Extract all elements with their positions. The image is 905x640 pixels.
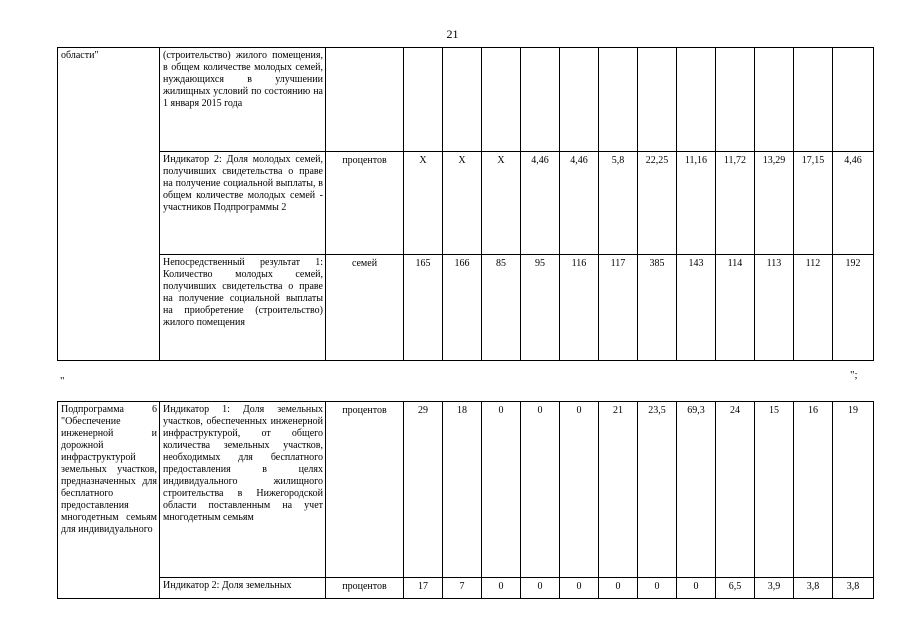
value-cell: 22,25 — [638, 152, 677, 255]
value-cell: 21 — [599, 402, 638, 578]
value-cell — [443, 48, 482, 152]
indicator-description: Индикатор 2: Доля земельных — [160, 578, 326, 599]
value-cell: 17,15 — [794, 152, 833, 255]
unit-cell — [326, 48, 404, 152]
value-cell: 114 — [716, 255, 755, 361]
value-cell: 4,46 — [833, 152, 874, 255]
value-cell: 113 — [755, 255, 794, 361]
value-cell: 165 — [404, 255, 443, 361]
table-row — [58, 48, 874, 152]
value-cell: 143 — [677, 255, 716, 361]
value-cell — [833, 48, 874, 152]
value-cell: 16 — [794, 402, 833, 578]
indicator-description: Индикатор 2: Доля молодых семей, получивших свидетельства о праве на получение социальной выплаты, в общем количестве молодых семей - участников Подпрограммы 2 — [160, 152, 326, 255]
value-cell — [521, 48, 560, 152]
value-cell: 85 — [482, 255, 521, 361]
indicator-description: (строительство) жилого помещения, в общем количестве молодых семей, нуждающихся в улучшении жилищных условий по состоянию на 1 января 2015 года — [160, 48, 326, 152]
value-cell: X — [482, 152, 521, 255]
table-row — [58, 255, 874, 361]
value-cell: 0 — [599, 578, 638, 599]
value-cell: X — [404, 152, 443, 255]
indicator-table-top — [57, 47, 874, 361]
value-cell: 5,8 — [599, 152, 638, 255]
unit-cell: процентов — [326, 578, 404, 599]
value-cell: 18 — [443, 402, 482, 578]
indicator-description: Непосредственный результат 1: Количество молодых семей, получивших свидетельства о праве на получение социальной выплаты на приобретение (строительство) жилого помещения — [160, 255, 326, 361]
value-cell: 0 — [521, 578, 560, 599]
value-cell: 11,16 — [677, 152, 716, 255]
indicator-table-bottom — [57, 401, 874, 599]
value-cell: 29 — [404, 402, 443, 578]
unit-cell: процентов — [326, 152, 404, 255]
value-cell — [716, 48, 755, 152]
value-cell: 0 — [521, 402, 560, 578]
value-cell — [404, 48, 443, 152]
value-cell — [482, 48, 521, 152]
value-cell: 7 — [443, 578, 482, 599]
closing-quote-semicolon: "; — [850, 369, 858, 381]
value-cell: 116 — [560, 255, 599, 361]
value-cell: 19 — [833, 402, 874, 578]
unit-cell: семей — [326, 255, 404, 361]
value-cell: 0 — [560, 578, 599, 599]
value-cell: 17 — [404, 578, 443, 599]
program-cell: Подпрограмма 6 "Обеспечение инженерной и дорожной инфраструктурой земельных участков, предназначенных для бесплатного предоставления многодетным семьям для индивидуального — [58, 402, 160, 599]
indicator-description: Индикатор 1: Доля земельных участков, обеспеченных инженерной инфраструктурой, от общего количества земельных участков, необходимых для бесплатного предоставления в целях индивидуального жилищного строительства в Нижегородской области поставленным на учет многодетным семьям — [160, 402, 326, 578]
value-cell — [677, 48, 716, 152]
value-cell: 0 — [638, 578, 677, 599]
value-cell: 95 — [521, 255, 560, 361]
value-cell: 13,29 — [755, 152, 794, 255]
value-cell: 112 — [794, 255, 833, 361]
table-row — [58, 402, 874, 578]
value-cell: 24 — [716, 402, 755, 578]
value-cell: 117 — [599, 255, 638, 361]
value-cell: 4,46 — [521, 152, 560, 255]
value-cell: 69,3 — [677, 402, 716, 578]
value-cell: 166 — [443, 255, 482, 361]
value-cell: 3,8 — [794, 578, 833, 599]
closing-quote-mark: " — [60, 375, 65, 387]
value-cell: 6,5 — [716, 578, 755, 599]
value-cell: 4,46 — [560, 152, 599, 255]
value-cell — [560, 48, 599, 152]
value-cell: 15 — [755, 402, 794, 578]
value-cell: 23,5 — [638, 402, 677, 578]
value-cell: 0 — [482, 402, 521, 578]
value-cell: 385 — [638, 255, 677, 361]
value-cell — [638, 48, 677, 152]
value-cell: 0 — [560, 402, 599, 578]
value-cell: 0 — [482, 578, 521, 599]
table-row — [58, 578, 874, 599]
unit-cell: процентов — [326, 402, 404, 578]
table-row — [58, 152, 874, 255]
value-cell: 192 — [833, 255, 874, 361]
value-cell: 11,72 — [716, 152, 755, 255]
value-cell: 3,9 — [755, 578, 794, 599]
value-cell: 3,8 — [833, 578, 874, 599]
value-cell — [794, 48, 833, 152]
value-cell: X — [443, 152, 482, 255]
value-cell — [755, 48, 794, 152]
page-number: 21 — [446, 27, 459, 41]
value-cell — [599, 48, 638, 152]
program-cell: области" — [58, 48, 160, 361]
value-cell: 0 — [677, 578, 716, 599]
